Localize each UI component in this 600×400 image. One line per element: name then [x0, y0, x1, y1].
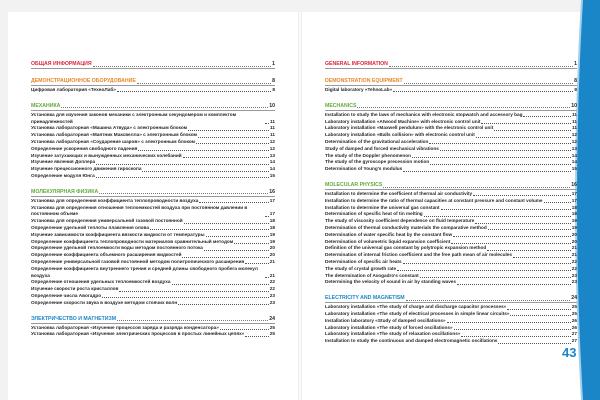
section-title: MOLECULAR PHYSICS — [325, 181, 383, 188]
dot-leader — [220, 329, 269, 330]
entry-page-number: 25 — [269, 324, 275, 330]
entry-title: Determination of the gravitational acceleration — [325, 138, 429, 144]
entry-title: Determining the velocity of sound in air by standing waves — [325, 279, 457, 285]
toc-entry[interactable] — [325, 191, 577, 198]
section-title: ЭЛЕКТРИЧЕСТВО И МАГНЕТИЗМ — [31, 315, 117, 322]
dot-leader — [182, 257, 268, 258]
dot-leader — [117, 320, 268, 321]
entry-title: Laboratory installation «The study of charge and discharge capacitor processes» — [325, 304, 507, 310]
entry-title: Изучение явления Доплера — [31, 159, 96, 165]
entry-page-number: 12 — [269, 138, 275, 144]
dot-leader — [406, 300, 571, 301]
toc-entry[interactable] — [325, 273, 577, 280]
entry-title: Installation to study the continuous and damped electromagnetic oscillations — [325, 338, 498, 344]
toc-entry[interactable] — [325, 205, 577, 212]
dot-leader — [150, 229, 269, 230]
toc-entry[interactable] — [325, 218, 577, 225]
entry-page-number: 20 — [269, 252, 275, 258]
entry-title: Digital laboratory «TehnoLab» — [325, 87, 393, 92]
section-title: ELECTRICITY AND MAGNETISM — [325, 295, 405, 302]
entry-page-number: 14 — [571, 152, 577, 158]
entry-title: Определение модуля Юнга — [31, 172, 95, 178]
section-title: MECHANICS — [325, 102, 357, 109]
entry-title: Установка лабораторная «Машина Атвуда» с электронным блоком — [31, 125, 188, 131]
toc-entry[interactable] — [31, 205, 275, 219]
entry-title: Laboratory installation «Balls collision» with electronic control unit — [325, 132, 475, 138]
dot-leader — [383, 187, 570, 188]
entry-page-number: 20 — [571, 231, 577, 237]
toc-entry[interactable] — [325, 153, 577, 160]
entry-title: Определение универсальной газовой постоянной методом политропического расширения — [31, 258, 245, 264]
entry-title: Установка для изучения законов механики с электронным секундомером и комплектом принадлежностей — [31, 111, 237, 124]
entry-page-number: 20 — [571, 238, 577, 244]
entry-page-number: 26 — [571, 324, 577, 330]
section-page-number: 10 — [571, 102, 577, 109]
dot-leader — [265, 123, 269, 124]
entry-title: Определение отношения удельных теплоемкостей воздуха — [31, 279, 171, 285]
toc-entry[interactable] — [31, 132, 275, 139]
toc-entry[interactable] — [325, 338, 577, 345]
entry-page-number: 23 — [571, 272, 577, 278]
dot-leader — [93, 66, 272, 67]
entry-title: Installation to determine the universal gas constant — [325, 204, 440, 210]
entry-page-number: 17 — [571, 197, 577, 203]
toc-entry[interactable] — [31, 232, 275, 239]
entry-title: Определение ускорения свободного падения — [31, 145, 138, 151]
dot-leader — [544, 202, 571, 203]
entry-page-number: 18 — [571, 204, 577, 210]
dot-leader — [440, 150, 571, 151]
entry-page-number: 21 — [269, 272, 275, 278]
toc-entry[interactable] — [31, 293, 275, 300]
toc-entry[interactable] — [325, 252, 577, 259]
entry-page-number: 14 — [269, 159, 275, 165]
toc-entry[interactable] — [31, 331, 275, 338]
entry-page-number: 19 — [571, 218, 577, 224]
section-page-number: 1 — [272, 61, 275, 67]
entry-page-number: 15 — [571, 166, 577, 172]
dot-leader — [117, 91, 272, 92]
section-title: DEMONSTRATION EQUIPMENT — [325, 78, 403, 84]
toc-entry[interactable] — [325, 279, 577, 286]
entry-title: Laboratory installation «The study of electrical processes in simple linear circuits» — [325, 310, 510, 316]
entry-page-number: 19 — [269, 238, 275, 244]
entry-page-number: 21 — [571, 245, 577, 251]
dot-leader — [188, 130, 269, 131]
dot-leader — [142, 171, 268, 172]
entry-title: Определение числа Авогадро — [31, 292, 102, 298]
entry-title: The study of the gyroscope precession motion — [325, 159, 430, 165]
section-heading[interactable] — [31, 189, 275, 197]
toc-entry[interactable] — [31, 153, 275, 160]
section-title: МОЛЕКУЛЯРНАЯ ФИЗИКА — [31, 188, 99, 195]
entry-page-number: 11 — [270, 118, 275, 124]
dot-leader — [357, 107, 570, 108]
dot-leader — [476, 137, 571, 138]
entry-title: Laboratory installation «Atwood Machine» with electronic control unit — [325, 118, 481, 124]
entry-title: Установка для определения коэффициента теплопроводности воздуха — [31, 197, 199, 203]
dot-leader — [183, 157, 269, 158]
entry-title: Изучение прецессионного движения гироскопа — [31, 166, 142, 172]
entry-title: Установка лабораторная «Изучение процессов заряда и разряда конденсатора» — [31, 324, 219, 330]
section-heading[interactable] — [325, 295, 577, 303]
toc-entry[interactable] — [325, 311, 577, 318]
dot-leader — [430, 164, 571, 165]
entry-page-number: 22 — [269, 279, 275, 285]
toc-entry[interactable] — [31, 87, 275, 94]
dot-leader — [403, 171, 571, 172]
entry-page-number: 18 — [571, 211, 577, 217]
entry-title: Изучение зависимости коэффициента вязкости жидкости от температуры — [31, 231, 205, 237]
dot-leader — [137, 83, 271, 84]
entry-page-number: 25 — [269, 331, 275, 337]
entry-page-number: 12 — [269, 145, 275, 151]
dot-leader — [429, 143, 570, 144]
entry-page-number: 21 — [571, 252, 577, 258]
dot-leader — [412, 157, 571, 158]
entry-page-number: 23 — [269, 292, 275, 298]
entry-title: Determination of specific heat of tin melting — [325, 211, 423, 217]
toc-entry[interactable] — [325, 132, 577, 139]
toc-entry[interactable] — [325, 146, 577, 153]
dot-leader — [265, 216, 269, 217]
entry-page-number: 23 — [269, 299, 275, 305]
toc-entry[interactable] — [31, 198, 275, 205]
entry-page-number: 27 — [571, 338, 577, 344]
entry-title: Определение коэффициента внутреннего трения и средней длины свободного пробега молекул воздуха — [31, 265, 258, 278]
dot-leader — [265, 277, 269, 278]
dot-leader — [389, 66, 573, 67]
entry-title: Determination of specific air heats — [325, 258, 402, 264]
dot-leader — [475, 223, 571, 224]
dot-leader — [454, 329, 571, 330]
dot-leader — [397, 270, 571, 271]
toc-entry[interactable] — [325, 239, 577, 246]
dot-leader — [234, 243, 269, 244]
dot-leader — [487, 250, 571, 251]
dot-leader — [172, 284, 269, 285]
entry-title: Цифровая лаборатория «ТехноЛаб» — [31, 87, 116, 92]
entry-page-number: 12 — [571, 138, 577, 144]
section-title: МЕХАНИКА — [31, 102, 61, 109]
entry-page-number: 12 — [571, 132, 577, 138]
dot-leader — [451, 243, 571, 244]
entry-page-number: 22 — [571, 265, 577, 271]
toc-entry[interactable] — [325, 198, 577, 205]
section-title: ДЕМОНСТРАЦИОННОЕ ОБОРУДОВАНИЕ — [31, 78, 136, 84]
entry-title: Determination of internal friction coefficient and the free path mean of air molecules — [325, 252, 513, 258]
section-page-number: 10 — [269, 102, 275, 109]
entry-page-number: 27 — [571, 331, 577, 337]
dot-leader — [99, 193, 268, 194]
toc-entry[interactable] — [325, 266, 577, 273]
toc-entry[interactable] — [31, 139, 275, 146]
entry-page-number: 8 — [272, 87, 275, 92]
entry-page-number: 21 — [269, 258, 275, 264]
section-title: ОБЩАЯ ИНФОРМАЦИЯ — [31, 61, 92, 67]
dot-leader — [507, 309, 570, 310]
dot-leader — [206, 236, 269, 237]
entry-title: Определение скорости звука в воздухе методом стоячих волн — [31, 299, 178, 305]
entry-page-number: 11 — [572, 125, 577, 131]
entry-title: Установка для определения отношения теплоемкостей воздуха при постоянном давлении в постоянном объеме — [31, 204, 248, 217]
entry-page-number: 25 — [571, 304, 577, 310]
entry-page-number: 18 — [269, 224, 275, 230]
entry-page-number: 11 — [270, 132, 275, 138]
dot-leader — [178, 304, 269, 305]
dot-leader — [204, 250, 269, 251]
entry-title: Determination of water specific heat by the constant flow — [325, 231, 453, 237]
entry-page-number: 23 — [571, 279, 577, 285]
dot-leader — [457, 284, 571, 285]
dot-leader — [138, 150, 268, 151]
dot-leader — [96, 177, 269, 178]
toc-entry[interactable] — [325, 259, 577, 266]
toc-entry[interactable] — [31, 218, 275, 225]
entry-page-number: 11 — [572, 118, 577, 124]
dot-leader — [461, 336, 570, 337]
entry-title: Определение коэффициента теплопроводности материалов сравнительный методом — [31, 238, 234, 244]
section-heading[interactable] — [325, 61, 577, 69]
entry-page-number: 14 — [269, 166, 275, 172]
dot-leader — [481, 123, 571, 124]
toc-entry[interactable] — [31, 166, 275, 173]
dot-leader — [196, 143, 269, 144]
toc-entry[interactable] — [325, 325, 577, 332]
section-heading[interactable] — [31, 316, 275, 324]
entry-page-number: 18 — [269, 218, 275, 224]
section-heading[interactable] — [31, 61, 275, 69]
entry-title: Installation to determine the coefficient of thermal air conductivity — [325, 190, 473, 196]
toc-entry[interactable] — [325, 318, 577, 325]
dot-leader — [441, 209, 571, 210]
entry-page-number: 11 — [270, 125, 275, 131]
entry-page-number: 17 — [571, 190, 577, 196]
section-page-number: 16 — [269, 188, 275, 195]
toc-entry[interactable] — [325, 232, 577, 239]
entry-page-number: 22 — [269, 286, 275, 292]
entry-page-number: 8 — [574, 87, 577, 92]
entry-page-number: 14 — [571, 159, 577, 165]
entry-title: The study of crystal growth rate — [325, 265, 397, 271]
section-heading[interactable] — [31, 103, 275, 111]
entry-title: Определение удельной теплоты плавления олова — [31, 224, 149, 230]
dot-leader — [488, 229, 571, 230]
page-number: 43 — [562, 345, 577, 360]
section-heading[interactable] — [325, 103, 577, 111]
dot-leader — [61, 107, 268, 108]
toc-entry[interactable] — [325, 225, 577, 232]
dot-leader — [494, 130, 571, 131]
toc-entry[interactable] — [31, 173, 275, 180]
entry-page-number: 13 — [571, 145, 577, 151]
dot-leader — [102, 297, 269, 298]
entry-title: Definition of the universal gas constant by polytropic expansion method — [325, 245, 487, 251]
toc-entry[interactable] — [325, 245, 577, 252]
toc-entry[interactable] — [325, 87, 577, 94]
entry-title: The determination of Avogadro's constant — [325, 272, 419, 278]
entry-title: Изучение затухающих и вынужденных механических колебаний — [31, 152, 182, 158]
dot-leader — [523, 116, 571, 117]
toc-entry[interactable] — [31, 146, 275, 153]
toc-entry[interactable] — [31, 279, 275, 286]
dot-leader — [245, 336, 268, 337]
entry-title: Изучение скорости роста кристаллов — [31, 286, 119, 292]
entry-title: Installation laboratory «Study of damped oscillations» — [325, 317, 446, 323]
toc-entry[interactable] — [325, 139, 577, 146]
entry-title: Установка лабораторная «Маятник Максвелла» с электронным блоком — [31, 132, 197, 138]
entry-page-number: 20 — [269, 245, 275, 251]
entry-page-number: 19 — [269, 231, 275, 237]
section-heading[interactable] — [325, 182, 577, 190]
toc-entry[interactable] — [325, 331, 577, 338]
entry-page-number: 17 — [269, 197, 275, 203]
dot-leader — [447, 322, 571, 323]
section-page-number: 16 — [571, 181, 577, 188]
entry-title: Определение удельной теплоемкости воды методом постоянного потока — [31, 245, 203, 251]
toc-entry[interactable] — [325, 125, 577, 132]
entry-title: Определение коэффициента объемного расширения жидкостей — [31, 252, 182, 258]
dot-leader — [184, 223, 269, 224]
entry-title: Determination of Young's modulus — [325, 166, 403, 172]
toc-entry[interactable] — [325, 166, 577, 173]
entry-title: Установка лабораторная «Соударение шаров» с электронным блоком — [31, 138, 196, 144]
toc-russian — [31, 61, 275, 338]
dot-leader — [245, 263, 269, 264]
toc-entry[interactable] — [31, 259, 275, 266]
toc-entry[interactable] — [31, 252, 275, 259]
toc-entry[interactable] — [31, 266, 275, 280]
toc-english — [325, 61, 577, 345]
toc-entry[interactable] — [325, 112, 577, 119]
toc-entry[interactable] — [325, 119, 577, 126]
dot-leader — [404, 83, 573, 84]
dot-leader — [403, 263, 571, 264]
section-page-number: 8 — [574, 78, 577, 84]
entry-page-number: 13 — [269, 152, 275, 158]
section-page-number: 24 — [571, 295, 577, 302]
entry-title: Determination of volumetric liquid expansion coefficient — [325, 238, 451, 244]
dot-leader — [393, 91, 573, 92]
entry-page-number: 11 — [572, 111, 577, 117]
section-page-number: 8 — [272, 78, 275, 84]
dot-leader — [198, 137, 269, 138]
toc-entry[interactable] — [31, 159, 275, 166]
dot-leader — [453, 236, 571, 237]
section-page-number: 1 — [574, 61, 577, 67]
dot-leader — [199, 202, 268, 203]
section-heading[interactable] — [31, 78, 275, 86]
dot-leader — [473, 195, 571, 196]
entry-page-number: 26 — [571, 317, 577, 323]
toc-entry[interactable] — [31, 286, 275, 293]
entry-title: The study of the Doppler phenomenon — [325, 152, 411, 158]
section-title: GENERAL INFORMATION — [325, 61, 388, 67]
toc-entry[interactable] — [325, 304, 577, 311]
page-gutter — [298, 12, 302, 400]
entry-title: Installation to determine the ratio of thermal capacities at constant pressure and constant volume — [325, 197, 543, 203]
section-page-number: 24 — [269, 315, 275, 322]
entry-title: Установка для определения универсальной газовой постоянной — [31, 218, 183, 224]
dot-leader — [498, 343, 570, 344]
section-heading[interactable] — [325, 78, 577, 86]
entry-title: Laboratory installation «The study of forced oscillations» — [325, 324, 453, 330]
dot-leader — [420, 277, 571, 278]
toc-entry[interactable] — [325, 211, 577, 218]
entry-page-number: 22 — [571, 258, 577, 264]
dot-leader — [96, 164, 269, 165]
entry-page-number: 19 — [571, 224, 577, 230]
dot-leader — [513, 257, 571, 258]
toc-entry[interactable] — [325, 159, 577, 166]
dot-leader — [510, 315, 570, 316]
entry-title: Determination of thermal conductivity materials the comparative method — [325, 224, 487, 230]
entry-title: Laboratory installation «Maxwell pendulum» with the electronic control unit — [325, 125, 494, 131]
toc-entry[interactable] — [31, 112, 275, 126]
entry-page-number: 15 — [269, 172, 275, 178]
entry-title: The study of viscosity coefficient dependence on fluid temperature — [325, 218, 475, 224]
entry-title: Laboratory installation «The study of relaxation oscillations» — [325, 331, 461, 337]
entry-title: Installation to study the laws of mechanics with electronic stopwatch and accessory bag — [325, 111, 523, 117]
entry-page-number: 25 — [571, 310, 577, 316]
toc-entry[interactable] — [31, 225, 275, 232]
entry-page-number: 17 — [269, 211, 275, 217]
entry-title: Установка лабораторная «Изучение электрических процессов в простых линейных цепях» — [31, 331, 245, 337]
dot-leader — [119, 291, 268, 292]
dot-leader — [424, 216, 571, 217]
toc-entry[interactable] — [31, 300, 275, 307]
entry-title: Study of damped and forced mechanical vibrations — [325, 145, 439, 151]
